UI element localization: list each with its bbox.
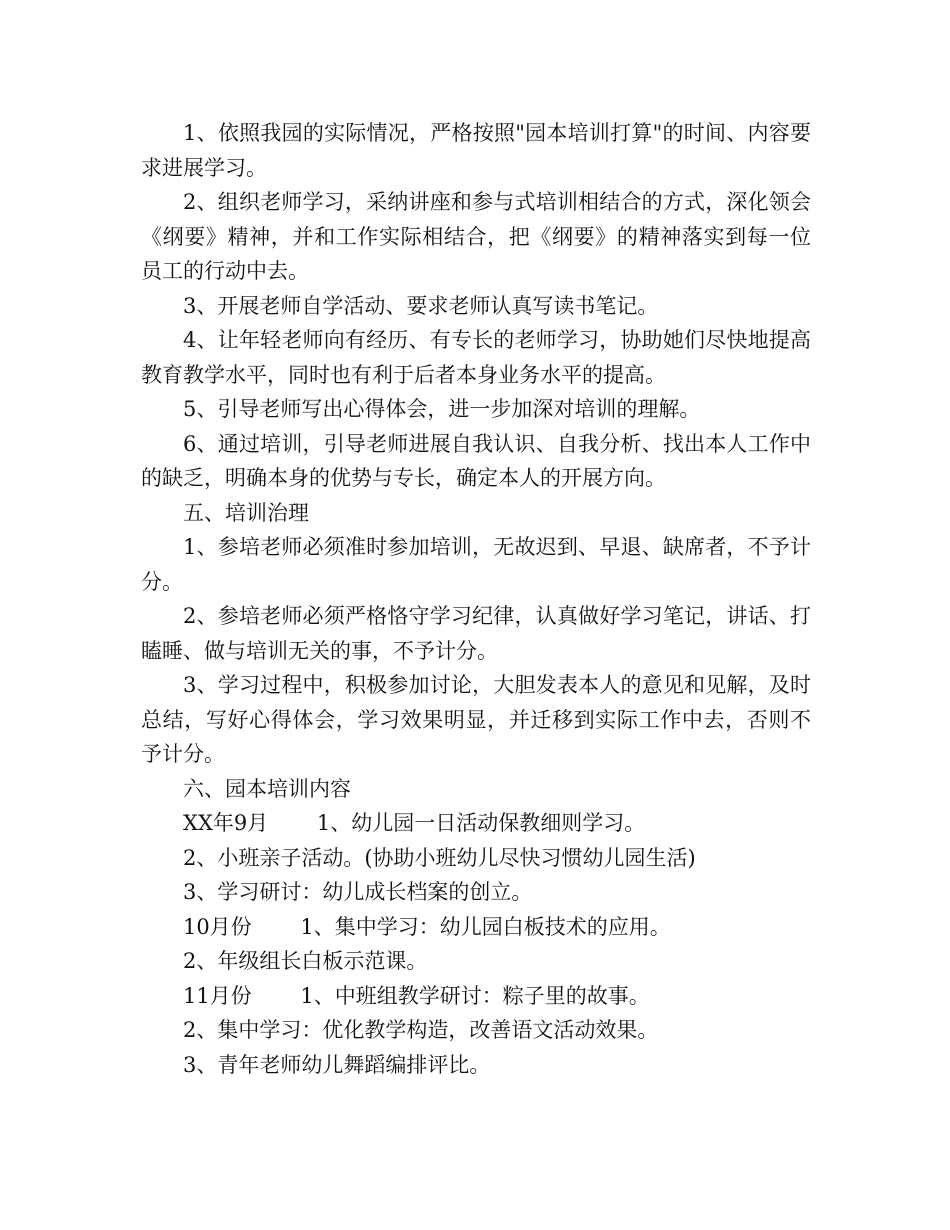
paragraph: 4、让年轻老师向有经历、有专长的老师学习，协助她们尽快地提高教育教学水平，同时也有利于后者本身业务水平的提高。 bbox=[141, 328, 811, 387]
section-heading: 五、培训治理 bbox=[183, 500, 309, 525]
document-body bbox=[141, 116, 811, 1082]
schedule-item: 2、小班亲子活动。(协助小班幼儿尽快习惯幼儿园生活) bbox=[183, 845, 696, 870]
paragraph: 1、参培老师必须准时参加培训，无故迟到、早退、缺席者，不予计分。 bbox=[141, 535, 811, 594]
schedule-item: 2、集中学习：优化教学构造，改善语文活动效果。 bbox=[183, 1018, 659, 1042]
schedule-item: XX年9月 1、幼儿园一日活动保教细则学习。 bbox=[183, 811, 646, 835]
paragraph: 2、组织老师学习，采纳讲座和参与式培训相结合的方式，深化领会《纲要》精神，并和工作实际相结合，把《纲要》的精神落实到每一位员工的行动中去。 bbox=[141, 190, 811, 283]
schedule-item: 11月份 1、中班组教学研讨：粽子里的故事。 bbox=[183, 983, 650, 1008]
schedule-item: 3、学习研讨：幼儿成长档案的创立。 bbox=[183, 880, 533, 904]
paragraph: 6、通过培训，引导老师进展自我认识、自我分析、找出本人工作中的缺乏，明确本身的优势与专长，确定本人的开展方向。 bbox=[141, 431, 811, 490]
schedule-item: 2、年级组长白板示范课。 bbox=[183, 949, 428, 973]
section-heading: 六、园本培训内容 bbox=[183, 776, 351, 801]
paragraph: 2、参培老师必须严格恪守学习纪律，认真做好学习笔记，讲话、打瞌睡、做与培训无关的事，不予计分。 bbox=[141, 604, 811, 663]
paragraph: 3、开展老师自学活动、要求老师认真写读书笔记。 bbox=[183, 293, 659, 318]
paragraph: 3、学习过程中，积极参加讨论，大胆发表本人的意见和见解，及时总结，写好心得体会，学习效果明显，并迁移到实际工作中去，否则不予计分。 bbox=[141, 673, 811, 766]
paragraph: 5、引导老师写出心得体会，进一步加深对培训的理解。 bbox=[183, 397, 701, 421]
paragraph: 1、依照我园的实际情况，严格按照"园本培训打算"的时间、内容要求进展学习。 bbox=[141, 121, 811, 180]
schedule-item: 3、青年老师幼儿舞蹈编排评比。 bbox=[183, 1052, 491, 1077]
schedule-item: 10月份 1、集中学习：幼儿园白板技术的应用。 bbox=[183, 914, 671, 939]
